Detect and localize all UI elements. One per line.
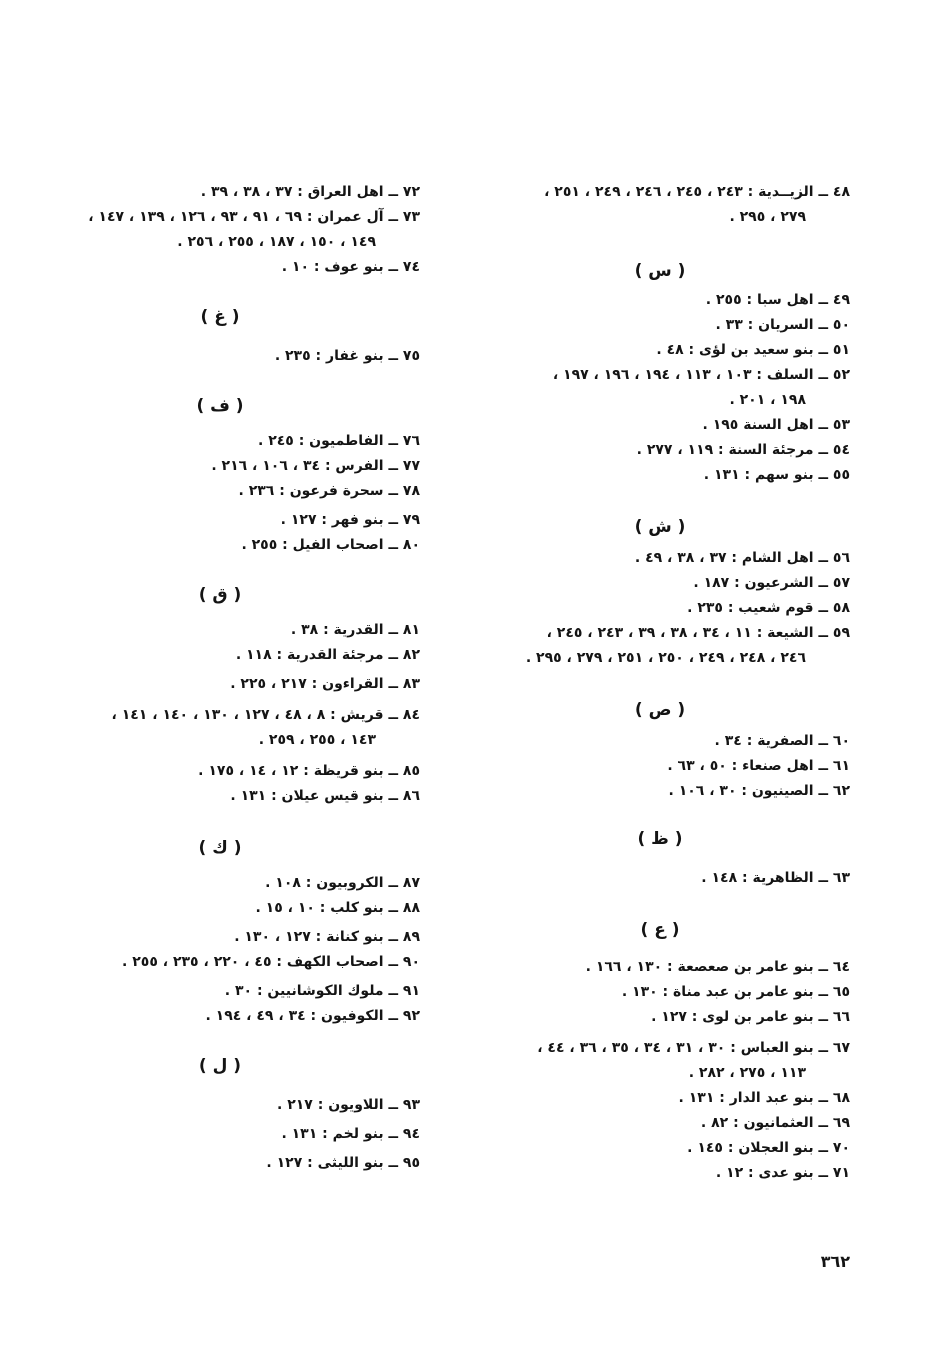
index-entry-88: ٨٨ ــ بنو كلب : ١٠ ، ١٥ . bbox=[255, 900, 420, 916]
index-entry-64: ٦٤ ــ بنو عامر بن صعصعة : ١٣٠ ، ١٦٦ . bbox=[585, 959, 850, 975]
index-column-left bbox=[20, 180, 420, 1176]
index-entry-79: ٧٩ ــ بنو فهر : ١٢٧ . bbox=[280, 512, 420, 528]
index-entry-48: ٤٨ ــ الزيــدية : ٢٤٣ ، ٢٤٥ ، ٢٤٦ ، ٢٤٩ ، ٢٥١ ، ٢٧٩ ، ٢٩٥ . bbox=[544, 184, 850, 225]
index-entry-78: ٧٨ ــ سحرة فرعون : ٢٣٦ . bbox=[238, 483, 420, 499]
index-entry-95: ٩٥ ــ بنو الليثى : ١٢٧ . bbox=[266, 1155, 420, 1171]
index-entry-61: ٦١ ــ اهل صنعاء : ٥٠ ، ٦٣ . bbox=[667, 758, 850, 774]
index-entry-54: ٥٤ ــ مرجئة السنة : ١١٩ ، ٢٧٧ . bbox=[636, 442, 850, 458]
index-entry-65: ٦٥ ــ بنو عامر بن عبد مناة : ١٣٠ . bbox=[621, 984, 850, 1000]
index-entry-49: ٤٩ ــ اهل سبا : ٢٥٥ . bbox=[705, 292, 850, 308]
section-heading-lam: ( ل ) bbox=[198, 1056, 242, 1076]
section-heading-qaf: ( ق ) bbox=[198, 585, 242, 605]
index-entry-57: ٥٧ ــ الشرعيون : ١٨٧ . bbox=[693, 575, 850, 591]
index-entry-81: ٨١ ــ القدرية : ٣٨ . bbox=[290, 622, 420, 638]
index-entry-50: ٥٠ ــ السريان : ٣٣ . bbox=[715, 317, 850, 333]
section-heading-shin: ( ش ) bbox=[634, 517, 686, 537]
index-entry-67: ٦٧ ــ بنو العباس : ٣٠ ، ٣١ ، ٣٤ ، ٣٥ ، ٣٦ ، ٤٤ ، ١١٣ ، ٢٧٥ ، ٢٨٢ . bbox=[537, 1040, 850, 1081]
section-heading-sin: ( س ) bbox=[634, 261, 686, 281]
index-entry-72: ٧٢ ــ اهل العراق : ٣٧ ، ٣٨ ، ٣٩ . bbox=[200, 184, 420, 200]
section-heading-ain: ( ع ) bbox=[640, 920, 680, 940]
index-entry-59: ٥٩ ــ الشيعة : ١١ ، ٣٤ ، ٣٨ ، ٣٩ ، ٢٤٣ ، ٢٤٥ ، ٢٤٦ ، ٢٤٨ ، ٢٤٩ ، ٢٥٠ ، ٢٥١ ، ٢٧٩ ، ٢٩٥ . bbox=[525, 625, 850, 666]
index-entry-86: ٨٦ ــ بنو قيس عيلان : ١٣١ . bbox=[230, 788, 420, 804]
index-entry-70: ٧٠ ــ بنو العجلان : ١٤٥ . bbox=[687, 1140, 850, 1156]
index-entry-87: ٨٧ ــ الكروبيون : ١٠٨ . bbox=[265, 875, 420, 891]
index-entry-93: ٩٣ ــ اللاويون : ٢١٧ . bbox=[277, 1097, 420, 1113]
index-entry-76: ٧٦ ــ الفاطميون : ٢٤٥ . bbox=[257, 433, 420, 449]
index-entry-84: ٨٤ ــ قريش : ٨ ، ٤٨ ، ١٢٧ ، ١٣٠ ، ١٤٠ ، ١٤١ ، ١٤٣ ، ٢٥٥ ، ٢٥٩ . bbox=[111, 707, 420, 748]
index-entry-60: ٦٠ ــ الصفرية : ٣٤ . bbox=[714, 733, 850, 749]
index-entry-56: ٥٦ ــ اهل الشام : ٣٧ ، ٣٨ ، ٤٩ . bbox=[634, 550, 850, 566]
index-entry-77: ٧٧ ــ الفرس : ٣٤ ، ١٠٦ ، ٢١٦ . bbox=[211, 458, 420, 474]
index-entry-90: ٩٠ ــ اصحاب الكهف : ٤٥ ، ٢٢٠ ، ٢٣٥ ، ٢٥٥ . bbox=[122, 954, 420, 970]
index-entry-83: ٨٣ ــ القراءون : ٢١٧ ، ٢٢٥ . bbox=[230, 676, 420, 692]
index-entry-62: ٦٢ ــ الصينيون : ٣٠ ، ١٠٦ . bbox=[668, 783, 850, 799]
index-entry-52: ٥٢ ــ السلف : ١٠٣ ، ١١٣ ، ١٩٤ ، ١٩٦ ، ١٩٧ ، ١٩٨ ، ٢٠١ . bbox=[552, 367, 850, 408]
section-heading-za: ( ظ ) bbox=[637, 829, 683, 849]
index-entry-75: ٧٥ ــ بنو غفار : ٢٣٥ . bbox=[274, 348, 420, 364]
index-entry-89: ٨٩ ــ بنو كنانة : ١٢٧ ، ١٣٠ . bbox=[234, 929, 420, 945]
section-heading-ghain: ( غ ) bbox=[200, 307, 240, 327]
index-entry-71: ٧١ ــ بنو عدى : ١٢ . bbox=[715, 1165, 850, 1181]
index-entry-51: ٥١ ــ بنو سعيد بن لؤى : ٤٨ . bbox=[656, 342, 850, 358]
index-entry-82: ٨٢ ــ مرجئة القدرية : ١١٨ . bbox=[235, 647, 420, 663]
index-entry-73: ٧٣ ــ آل عمران : ٦٩ ، ٩١ ، ٩٣ ، ١٢٦ ، ١٣٩ ، ١٤٧ ، ١٤٩ ، ١٥٠ ، ١٨٧ ، ٢٥٥ ، ٢٥٦ . bbox=[88, 209, 420, 250]
index-entry-66: ٦٦ ــ بنو عامر بن لوى : ١٢٧ . bbox=[651, 1009, 850, 1025]
index-entry-63: ٦٣ ــ الظاهرية : ١٤٨ . bbox=[701, 870, 850, 886]
index-column-right bbox=[470, 180, 850, 1186]
index-entry-53: ٥٣ ــ اهل السنة ١٩٥ . bbox=[702, 417, 850, 433]
index-entry-85: ٨٥ ــ بنو قريظة : ١٢ ، ١٤ ، ١٧٥ . bbox=[198, 763, 420, 779]
index-entry-80: ٨٠ ــ اصحاب الفيل : ٢٥٥ . bbox=[241, 537, 420, 553]
index-entry-94: ٩٤ ــ بنو لخم : ١٣١ . bbox=[281, 1126, 420, 1142]
index-entry-58: ٥٨ ــ قوم شعيب : ٢٣٥ . bbox=[687, 600, 850, 616]
index-entry-68: ٦٨ ــ بنو عبد الدار : ١٣١ . bbox=[678, 1090, 850, 1106]
index-entry-92: ٩٢ ــ الكوفيون : ٣٤ ، ٤٩ ، ١٩٤ . bbox=[205, 1008, 420, 1024]
page-number: ٣٦٢ bbox=[820, 1252, 850, 1271]
index-entry-69: ٦٩ ــ العثمانيون : ٨٢ . bbox=[700, 1115, 850, 1131]
index-entry-91: ٩١ ــ ملوك الكوشانيين : ٣٠ . bbox=[224, 983, 420, 999]
index-entry-74: ٧٤ ــ بنو عوف : ١٠ . bbox=[281, 259, 420, 275]
index-entry-55: ٥٥ ــ بنو سهم : ١٣١ . bbox=[703, 467, 850, 483]
section-heading-fa: ( ف ) bbox=[196, 396, 244, 416]
section-heading-kaf: ( ك ) bbox=[198, 838, 242, 858]
section-heading-sad: ( ص ) bbox=[634, 700, 686, 720]
